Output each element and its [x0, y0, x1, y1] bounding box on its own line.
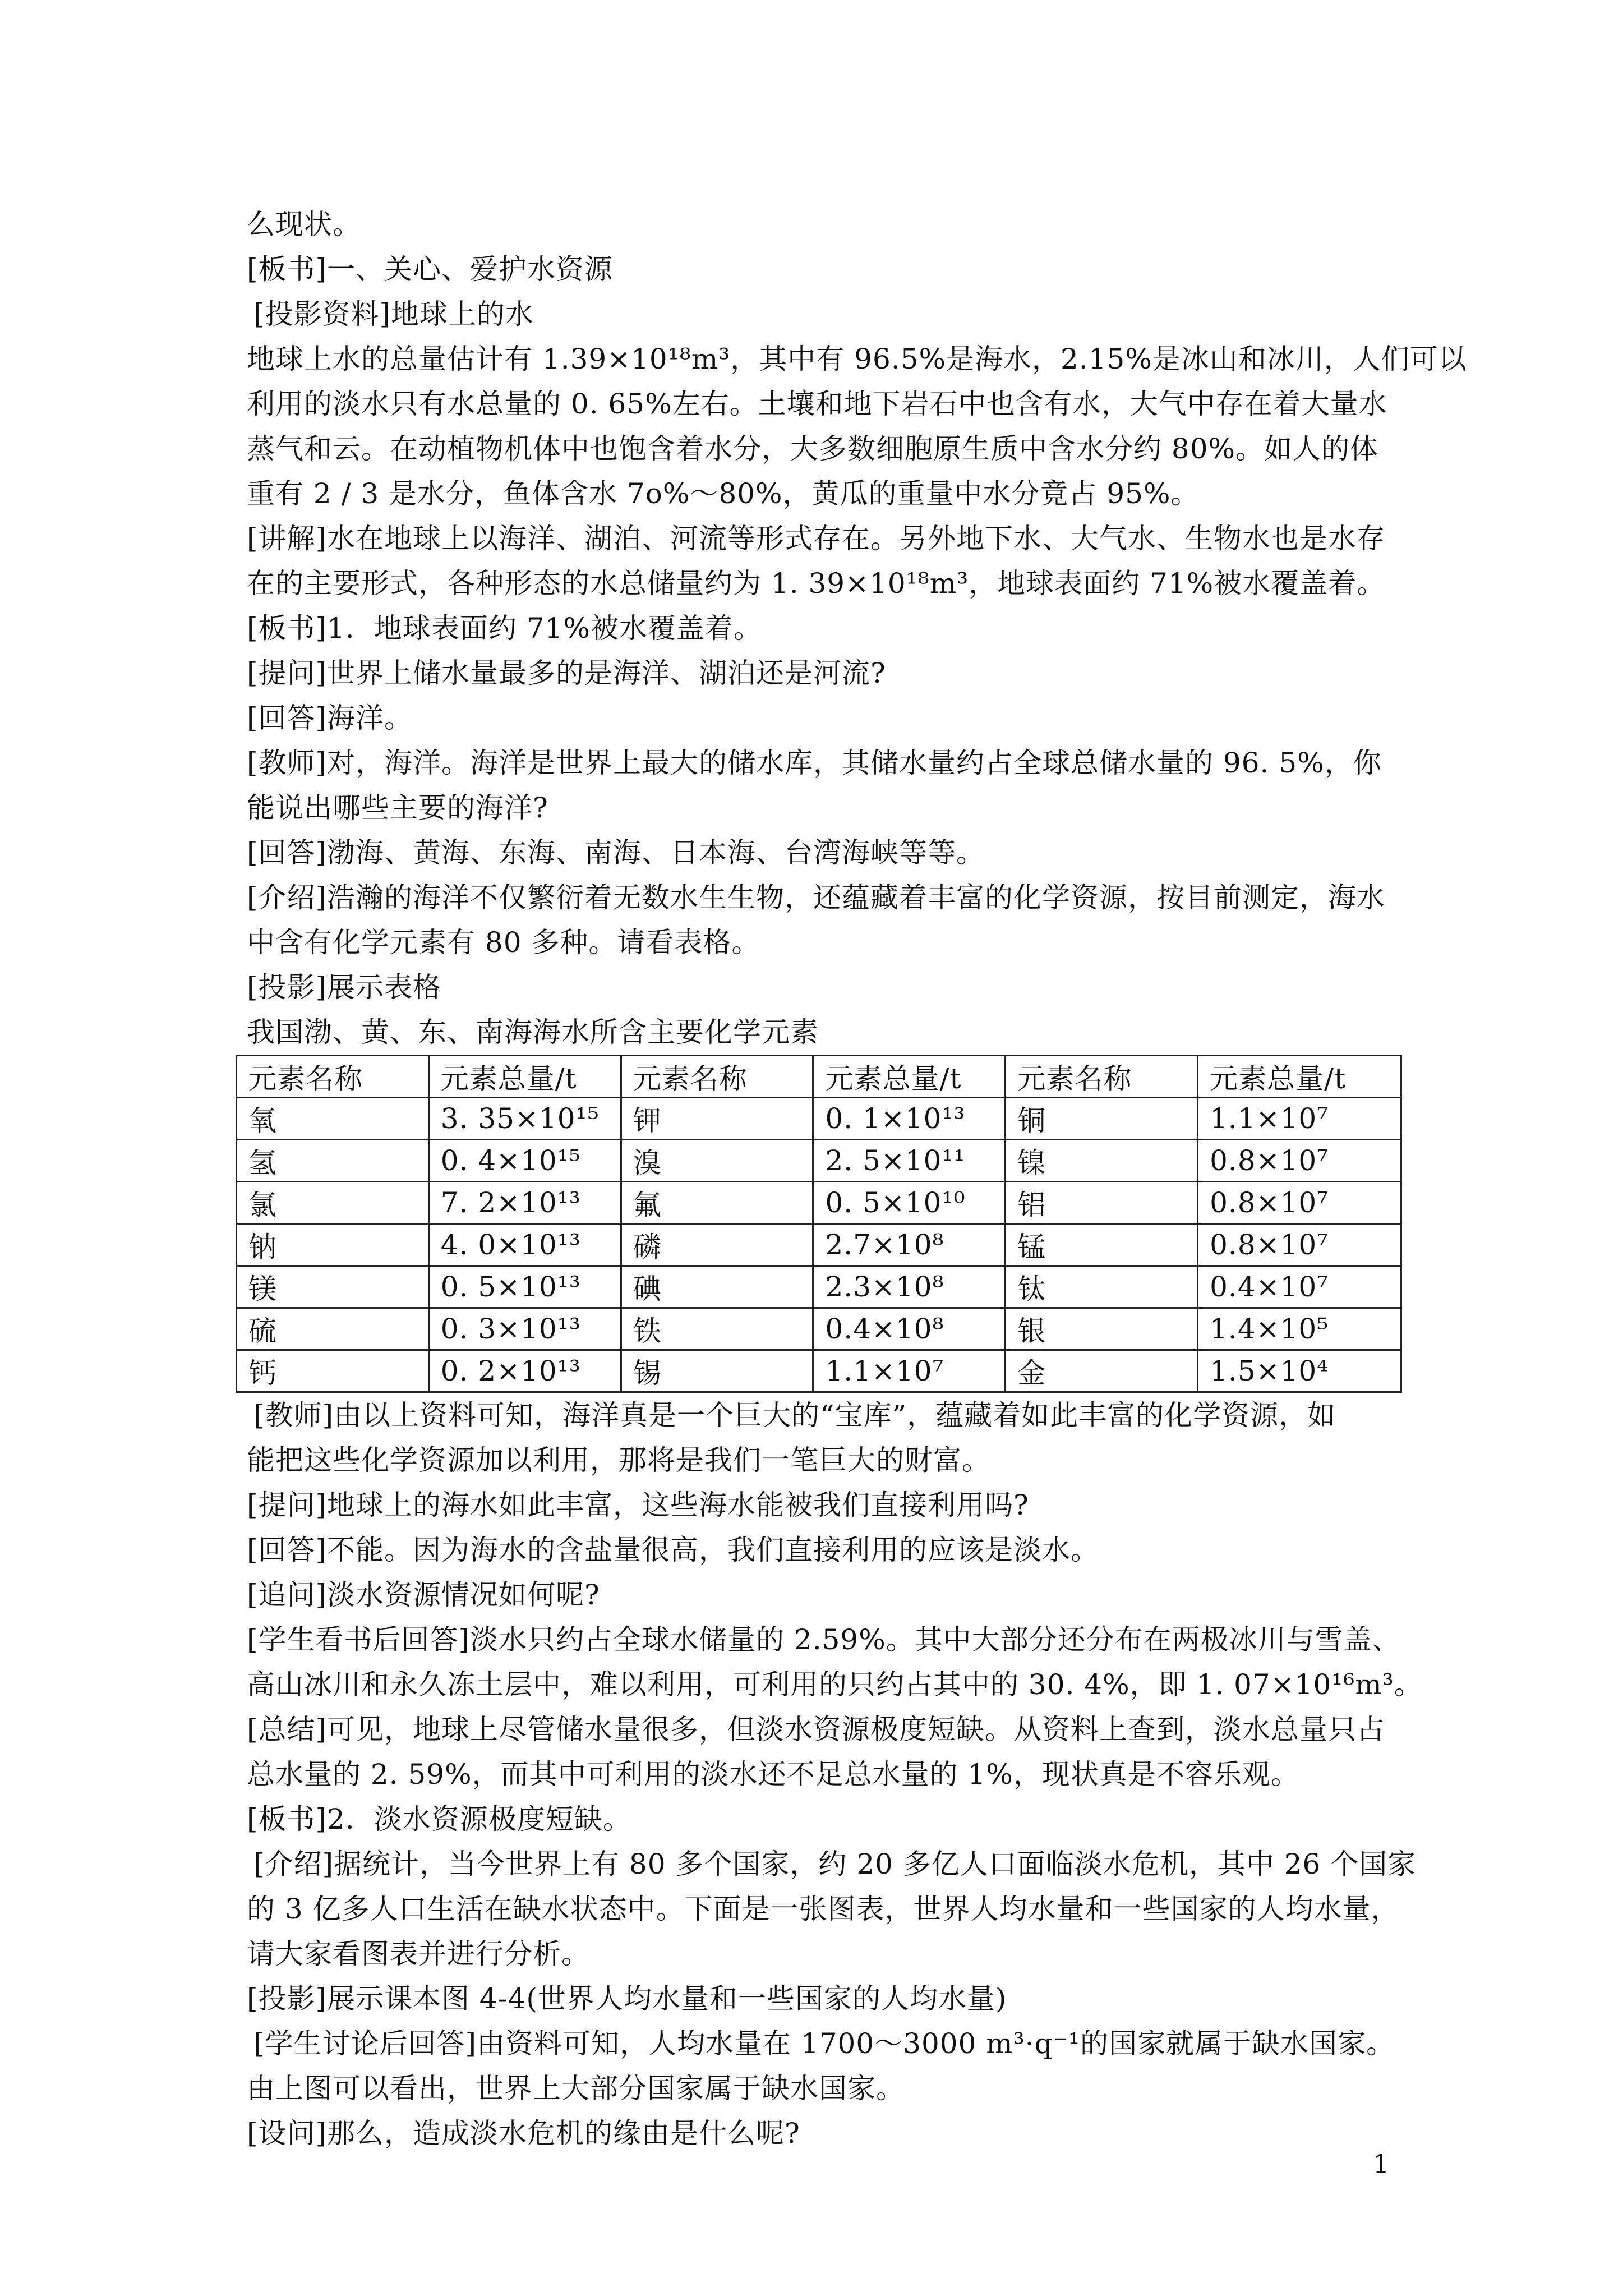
table-header-cell: 元素名称: [237, 1056, 429, 1098]
paragraph-line: [板书]2．淡水资源极度短缺。: [247, 1803, 631, 1835]
table-cell: 0. 5×10¹⁰: [813, 1182, 1006, 1224]
table-cell: 氯: [237, 1182, 429, 1224]
paragraph-line: 地球上水的总量估计有 1.39×10¹⁸m³，其中有 96.5%是海水，2.15%是冰山和冰川，人们可以: [247, 343, 1467, 375]
table-cell: 7. 2×10¹³: [428, 1182, 621, 1224]
paragraph-line: [投影资料]地球上的水: [253, 298, 534, 330]
paragraph-line: [讲解]水在地球上以海洋、湖泊、河流等形式存在。另外地下水、大气水、生物水也是水存: [247, 522, 1386, 555]
table-row: [237, 1140, 1401, 1182]
text-block-after-table: [247, 1393, 1423, 2156]
table-row: [237, 1224, 1401, 1266]
paragraph-line: [介绍]据统计，当今世界上有 80 多个国家，约 20 多亿人口面临淡水危机，其中 26 个国家: [253, 1848, 1417, 1880]
document-page: [247, 202, 1467, 2156]
paragraph-line: [教师]对，海洋。海洋是世界上最大的储水库，其储水量约占全球总储水量的 96. 5%，你: [247, 747, 1382, 779]
table-cell: 硫: [237, 1308, 429, 1350]
table-cell: 铜: [1006, 1098, 1198, 1140]
paragraph-line: [投影]展示表格: [247, 971, 442, 1004]
paragraph-line: [设问]那么，造成淡水危机的缘由是什么呢?: [247, 2117, 800, 2150]
table-cell: 镁: [237, 1266, 429, 1308]
table-cell: 磷: [621, 1224, 813, 1266]
paragraph-line: [提问]地球上的海水如此丰富，这些海水能被我们直接利用吗?: [247, 1489, 1029, 1521]
table-cell: 0.4×10⁸: [813, 1308, 1006, 1350]
table-cell: 金: [1006, 1350, 1198, 1392]
paragraph-line: 请大家看图表并进行分析。: [247, 1938, 590, 1970]
table-cell: 1.4×10⁵: [1198, 1308, 1401, 1350]
paragraph-line: [投影]展示课本图 4-4(世界人均水量和一些国家的人均水量): [247, 1982, 1007, 2015]
text-block-before-table: [247, 202, 1467, 1055]
table-cell: 0. 1×10¹³: [813, 1098, 1006, 1140]
table-cell: 0. 3×10¹³: [428, 1308, 621, 1350]
table-row: [237, 1182, 1401, 1224]
paragraph-line: [介绍]浩瀚的海洋不仅繁衍着无数水生生物，还蕴藏着丰富的化学资源，按目前测定，海水: [247, 881, 1386, 914]
table-cell: 2. 5×10¹¹: [813, 1140, 1006, 1182]
paragraph-line: [教师]由以上资料可知，海洋真是一个巨大的“宝库”，蕴藏着如此丰富的化学资源，如: [253, 1399, 1336, 1432]
paragraph-line: [总结]可见，地球上尽管储水量很多，但淡水资源极度短缺。从资料上查到，淡水总量只占: [247, 1713, 1386, 1746]
table-caption: 我国渤、黄、东、南海海水所含主要化学元素: [247, 1016, 819, 1048]
table-row: [237, 1098, 1401, 1140]
paragraph-line: [学生讨论后回答]由资料可知，人均水量在 1700～3000 m³·q⁻¹的国家就属于缺水国家。: [253, 2027, 1395, 2060]
paragraph-line: 么现状。: [247, 208, 361, 241]
paragraph-line: 蒸气和云。在动植物机体中也饱含着水分，大多数细胞原生质中含水分约 80%。如人的体: [247, 432, 1379, 465]
table-cell: 0.8×10⁷: [1198, 1182, 1401, 1224]
paragraph-line: [追问]淡水资源情况如何呢?: [247, 1579, 600, 1611]
table-cell: 铝: [1006, 1182, 1198, 1224]
table-cell: 0.8×10⁷: [1198, 1224, 1401, 1266]
paragraph-line: 重有 2 / 3 是水分，鱼体含水 7o%～80%，黄瓜的重量中水分竟占 95%。: [247, 477, 1200, 510]
paragraph-line: 能说出哪些主要的海洋?: [247, 792, 548, 824]
table-header-cell: 元素总量/t: [1198, 1056, 1401, 1098]
table-cell: 溴: [621, 1140, 813, 1182]
table-cell: 3. 35×10¹⁵: [428, 1098, 621, 1140]
paragraph-line: 总水量的 2. 59%，而其中可利用的淡水还不足总水量的 1%，现状真是不容乐观。: [247, 1758, 1299, 1791]
table-row: [237, 1266, 1401, 1308]
paragraph-line: [回答]渤海、黄海、东海、南海、日本海、台湾海峡等等。: [247, 836, 985, 869]
table-cell: 银: [1006, 1308, 1198, 1350]
table-header-cell: 元素总量/t: [813, 1056, 1006, 1098]
elements-table: [236, 1055, 1402, 1393]
table-header-cell: 元素名称: [621, 1056, 813, 1098]
table-cell: 0.8×10⁷: [1198, 1140, 1401, 1182]
table-cell: 铁: [621, 1308, 813, 1350]
table-cell: 0.4×10⁷: [1198, 1266, 1401, 1308]
paragraph-line: [提问]世界上储水量最多的是海洋、湖泊还是河流?: [247, 657, 886, 689]
paragraph-line: 能把这些化学资源加以利用，那将是我们一笔巨大的财富。: [247, 1444, 990, 1476]
paragraph-line: 在的主要形式，各种形态的水总储量约为 1. 39×10¹⁸m³，地球表面约 71%被水覆盖着。: [247, 567, 1386, 600]
table-cell: 碘: [621, 1266, 813, 1308]
paragraph-line: 利用的淡水只有水总量的 0. 65%左右。土壤和地下岩石中也含有水，大气中存在着大量水: [247, 388, 1387, 420]
table-cell: 钠: [237, 1224, 429, 1266]
paragraph-line: [回答]海洋。: [247, 702, 413, 734]
table-cell: 2.7×10⁸: [813, 1224, 1006, 1266]
paragraph-line: 由上图可以看出，世界上大部分国家属于缺水国家。: [247, 2072, 905, 2105]
table-cell: 锡: [621, 1350, 813, 1392]
table-cell: 锰: [1006, 1224, 1198, 1266]
paragraph-line: [回答]不能。因为海水的含盐量很高，我们直接利用的应该是淡水。: [247, 1534, 1100, 1566]
table-header-row: [237, 1056, 1401, 1098]
table-cell: 镍: [1006, 1140, 1198, 1182]
table-cell: 钙: [237, 1350, 429, 1392]
table-cell: 2.3×10⁸: [813, 1266, 1006, 1308]
paragraph-line: [学生看书后回答]淡水只约占全球水储量的 2.59%。其中大部分还分布在两极冰川与雪盖、: [247, 1623, 1401, 1656]
table-cell: 4. 0×10¹³: [428, 1224, 621, 1266]
table-cell: 1.1×10⁷: [1198, 1098, 1401, 1140]
table-cell: 1.5×10⁴: [1198, 1350, 1401, 1392]
table-cell: 钛: [1006, 1266, 1198, 1308]
table-cell: 氢: [237, 1140, 429, 1182]
paragraph-line: 的 3 亿多人口生活在缺水状态中。下面是一张图表，世界人均水量和一些国家的人均水量，: [247, 1893, 1400, 1925]
table-header-cell: 元素名称: [1006, 1056, 1198, 1098]
paragraph-line: [板书]1．地球表面约 71%被水覆盖着。: [247, 612, 762, 645]
table-cell: 钾: [621, 1098, 813, 1140]
table-cell: 0. 2×10¹³: [428, 1350, 621, 1392]
table-cell: 0. 4×10¹⁵: [428, 1140, 621, 1182]
paragraph-line: 中含有化学元素有 80 多种。请看表格。: [247, 926, 760, 959]
table-row: [237, 1308, 1401, 1350]
table-cell: 0. 5×10¹³: [428, 1266, 621, 1308]
table-row: [237, 1350, 1401, 1392]
page-number: 1: [1373, 2148, 1390, 2179]
table-cell: 氟: [621, 1182, 813, 1224]
table-cell: 1.1×10⁷: [813, 1350, 1006, 1392]
paragraph-line: [板书]一、关心、爱护水资源: [247, 253, 614, 286]
paragraph-line: 高山冰川和永久冻土层中，难以利用，可利用的只约占其中的 30. 4%，即 1. 07×10¹⁶m³。: [247, 1668, 1423, 1701]
table-header-cell: 元素总量/t: [428, 1056, 621, 1098]
table-cell: 氧: [237, 1098, 429, 1140]
